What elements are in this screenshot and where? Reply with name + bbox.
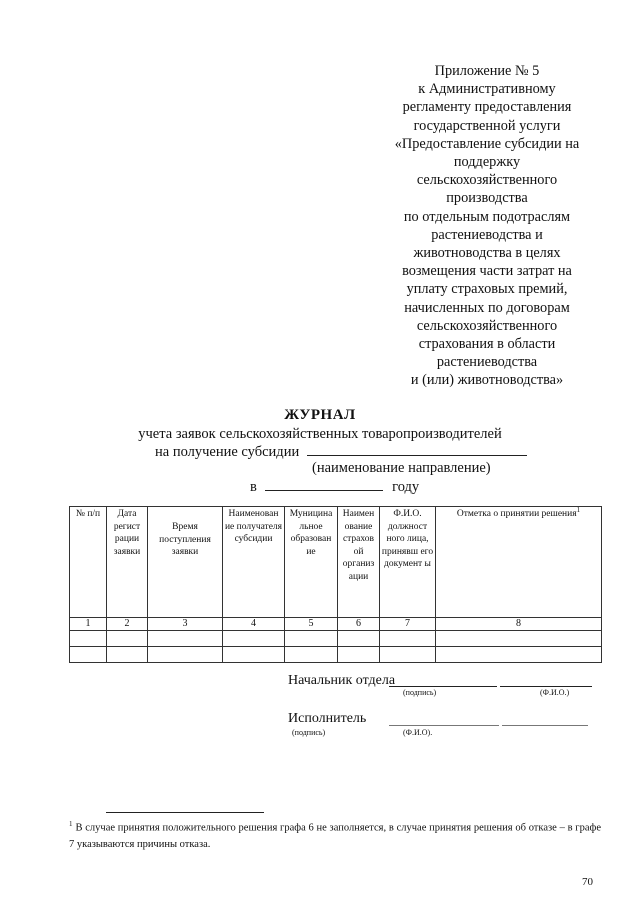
footnote-divider (106, 812, 264, 813)
column-number: 8 (436, 618, 602, 631)
table-cell[interactable] (285, 647, 338, 663)
table-cell[interactable] (70, 631, 107, 647)
appendix-line: растениеводства и (431, 226, 543, 243)
appendix-line: Приложение № 5 (434, 63, 540, 79)
head-name-caption: (Ф.И.О.) (540, 688, 570, 697)
executor-signature-caption: (подпись) (292, 728, 326, 737)
subsidy-line (155, 443, 527, 461)
column-number: 6 (338, 618, 380, 631)
head-signature-line[interactable] (389, 686, 497, 687)
year-suffix: году (392, 479, 420, 495)
head-of-department-label: Начальник отдела (288, 673, 396, 688)
year-blank[interactable] (265, 478, 383, 491)
column-header: Ф.И.О. должност ного лица, принявш его документ ы (380, 507, 436, 618)
appendix-line: государственной услуги (413, 117, 561, 134)
column-number: 1 (70, 618, 107, 631)
table-cell[interactable] (436, 647, 602, 663)
appendix-line: и (или) животноводства» (410, 372, 564, 389)
table-cell[interactable] (148, 631, 223, 647)
table-row (70, 647, 602, 663)
column-number: 3 (148, 618, 223, 631)
appendix-line: производства (446, 190, 528, 207)
appendix-line: животноводства в целях (413, 245, 561, 262)
page-number: 70 (582, 876, 593, 888)
table-cell[interactable] (436, 631, 602, 647)
direction-caption: (наименование направление) (312, 460, 491, 476)
subsidy-blank[interactable] (307, 443, 527, 456)
column-number: 7 (380, 618, 436, 631)
appendix-line: возмещения части затрат на (402, 263, 572, 280)
appendix-line: уплату страховых премий, (406, 281, 568, 298)
table-cell[interactable] (107, 631, 148, 647)
journal-subtitle: учета заявок сельскохозяйственных товаропроизводителей (138, 426, 502, 442)
column-number: 5 (285, 618, 338, 631)
appendix-line: к Административному (418, 81, 556, 98)
appendix-line: сельскохозяйственного (416, 172, 558, 189)
column-header: Время поступления заявки (148, 507, 223, 618)
column-header: № п/п (70, 507, 107, 618)
table-cell[interactable] (380, 647, 436, 663)
table-row-numbers (70, 618, 602, 631)
executor-label: Исполнитель (288, 711, 367, 726)
appendix-line: поддержку (453, 154, 521, 171)
journal-table (69, 506, 602, 663)
executor-name-caption: (Ф.И.О). (403, 728, 433, 737)
head-signature-caption: (подпись) (403, 688, 437, 697)
footnote-text: В случае принятия положительного решения графа 6 не заполняется, в случае принятия решения об отказе – в графе 7 указываются причины отказа. (69, 822, 601, 850)
appendix-line: начисленных по договорам (404, 299, 570, 316)
column-number: 2 (107, 618, 148, 631)
column-header: Отметка о принятии решения$^1$ (436, 507, 602, 618)
table-cell[interactable] (285, 631, 338, 647)
footnote-ref: 1 (576, 506, 581, 514)
table-cell[interactable] (223, 647, 285, 663)
footnote (69, 816, 601, 853)
footnote-mark: 1 (69, 820, 73, 828)
appendix-line: страхования в области (418, 336, 556, 353)
table-cell[interactable] (148, 647, 223, 663)
table-header-row (70, 507, 602, 618)
year-prefix: в (250, 479, 257, 495)
table-cell[interactable] (107, 647, 148, 663)
appendix-line: растениеводства (436, 354, 538, 371)
executor-signature-line[interactable] (389, 725, 499, 726)
appendix-header (382, 62, 592, 390)
table-cell[interactable] (338, 631, 380, 647)
column-header: Муницина льное образован ие (285, 507, 338, 618)
column-header: Дата регист рации заявки (107, 507, 148, 618)
table-row (70, 631, 602, 647)
journal-title: ЖУРНАЛ (284, 407, 356, 423)
column-header: Наимен ование страхов ой организ ации (338, 507, 380, 618)
head-name-line[interactable] (500, 686, 592, 687)
appendix-line: по отдельным подотраслям (403, 208, 571, 225)
appendix-line: регламенту предоставления (402, 99, 572, 116)
year-line (250, 478, 419, 496)
executor-name-line[interactable] (502, 725, 588, 726)
appendix-line: «Предоставление субсидии на (394, 135, 580, 152)
column-header: Наименован ие получателя субсидии (223, 507, 285, 618)
table-cell[interactable] (338, 647, 380, 663)
table-cell[interactable] (70, 647, 107, 663)
column-number: 4 (223, 618, 285, 631)
table-cell[interactable] (223, 631, 285, 647)
appendix-line: сельскохозяйственного (416, 317, 558, 334)
subsidy-label: на получение субсидии (155, 444, 300, 460)
table-cell[interactable] (380, 631, 436, 647)
